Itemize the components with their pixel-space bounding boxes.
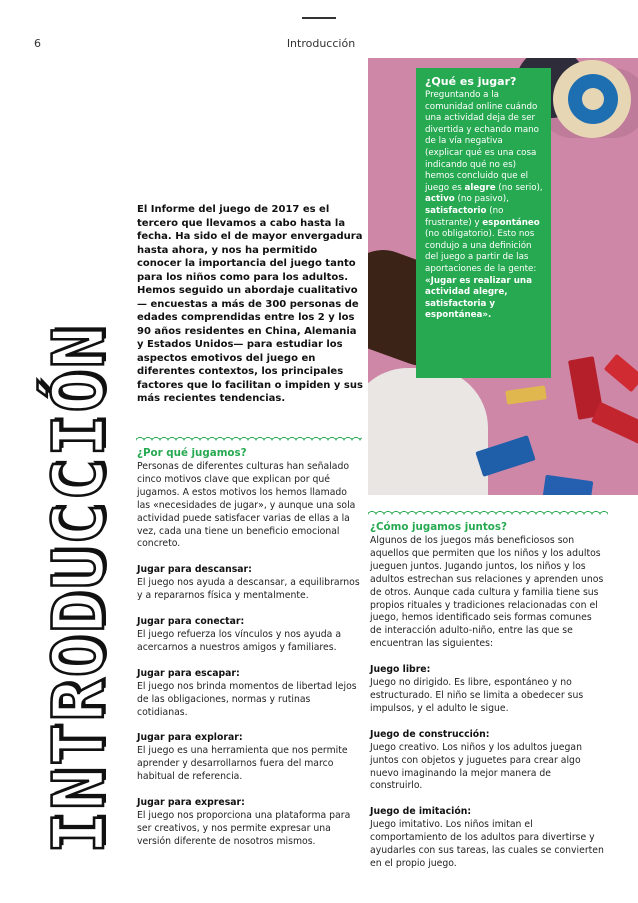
what-is-play-title: ¿Qué es jugar? <box>425 75 517 88</box>
why-we-play-section <box>137 447 363 849</box>
intro-paragraph: El Informe del juego de 2017 es el tercero que llevamos a cabo hasta la fecha. Ha sido el de mayor envergadura hasta ahora, y nos ha permitido conocer la importancia del juego tanto para los niños como para los adultos. Hemos seguido un abordaje cualitativo — encuestas a más de 300 personas de edades comprendidas entre los 2 y los 90 años residentes en China, Alemania y Estados Unidos— para estudiar los aspectos emotivos del juego en diferentes contextos, los principales factores que lo facilitan o impiden y sus más recientes tendencias. <box>137 204 363 404</box>
need-item-explore: Jugar para explorar: El juego es una herramienta que nos permite aprender y desarrollarnos fuera del marco habitual de referencia. <box>137 732 348 783</box>
play-definition-quote: «Jugar es realizar una actividad alegre, satisfactoria y espontánea». <box>425 275 532 321</box>
need-item-rest: Jugar para descansar: El juego nos ayuda a descansar, a equilibrarnos y a repararnos física y mentalmente. <box>137 564 360 602</box>
how-we-play-section <box>370 521 606 871</box>
header-rule <box>302 17 336 19</box>
toy-yellow-block <box>505 385 547 404</box>
play-type-free: Juego libre: Juego no dirigido. Es libre, espontáneo y no estructurado. El niño se limita a obedecer sus impulsos, y el adulto le sigue. <box>370 664 584 714</box>
wavy-divider-left <box>136 434 362 442</box>
vertical-title: INTRODUCCIÓN <box>38 324 120 854</box>
running-header: Introducción <box>286 37 356 50</box>
need-item-express: Jugar para expresar: El juego nos proporciona una plataforma para ser creativos, y nos permite expresar una versión diferente de nosotros mismos. <box>137 797 351 847</box>
play-type-construction: Juego de construcción: Juego creativo. Los niños y los adultos juegan juntos con objetos y juguetes para crear algo nuevo imaginando la mejor manera de construirlo. <box>370 728 582 792</box>
why-we-play-title: ¿Por qué jugamos? <box>137 447 247 459</box>
what-is-play-text: Preguntando a la comunidad online cuándo una actividad deja de ser divertida y echando mano de la vía negativa (explicar qué es una cosa indicando qué no es) hemos concluido que el juego es alegre (no serio), activo (no pasivo), satisfactorio (no frustrante) y espontáneo (no obligatorio). Esto nos condujo a una definición del juego a partir de las aportaciones de la gente: <box>425 90 543 274</box>
how-we-play-title: ¿Cómo jugamos juntos? <box>370 521 507 533</box>
play-type-imitation: Juego de imitación: Juego imitativo. Los niños imitan el comportamiento de los adultos para divertirse y ayudarles con sus tareas, las cuales se convierten en el propio juego. <box>370 806 604 869</box>
how-we-play-intro: Algunos de los juegos más beneficiosos son aquellos que permiten que los niños y los adultos jueguen juntos. Jugando juntos, los niños y los adultos estrechan sus relaciones y aprenden unos de otros. Aunque cada cultura y familia tiene sus propios rituales y tradiciones relacionadas con el juego, hemos identificado seis formas comunes de interacción adulto-niño, entre las que se encuentran las siguientes: <box>370 535 604 650</box>
page-number: 6 <box>34 37 41 50</box>
need-item-escape: Jugar para escapar: El juego nos brinda momentos de libertad lejos de las obligaciones, normas y rutinas cotidianas. <box>137 667 357 718</box>
why-we-play-intro: Personas de diferentes culturas han señalado cinco motivos clave que explican por qué jugamos. A estos motivos los hemos llamado las «necesidades de jugar», y aunque una sola actividad puede satisfacer varias de ellas a la vez, cada una tiene un beneficio emocional concreto. <box>137 461 356 550</box>
need-item-connect: Jugar para conectar: El juego refuerza los vínculos y nos ayuda a acercarnos a nuestros amigos y familiares. <box>137 616 342 653</box>
child-sleeve <box>368 368 488 495</box>
what-is-play-box <box>416 68 551 378</box>
wavy-divider-right <box>368 508 608 516</box>
